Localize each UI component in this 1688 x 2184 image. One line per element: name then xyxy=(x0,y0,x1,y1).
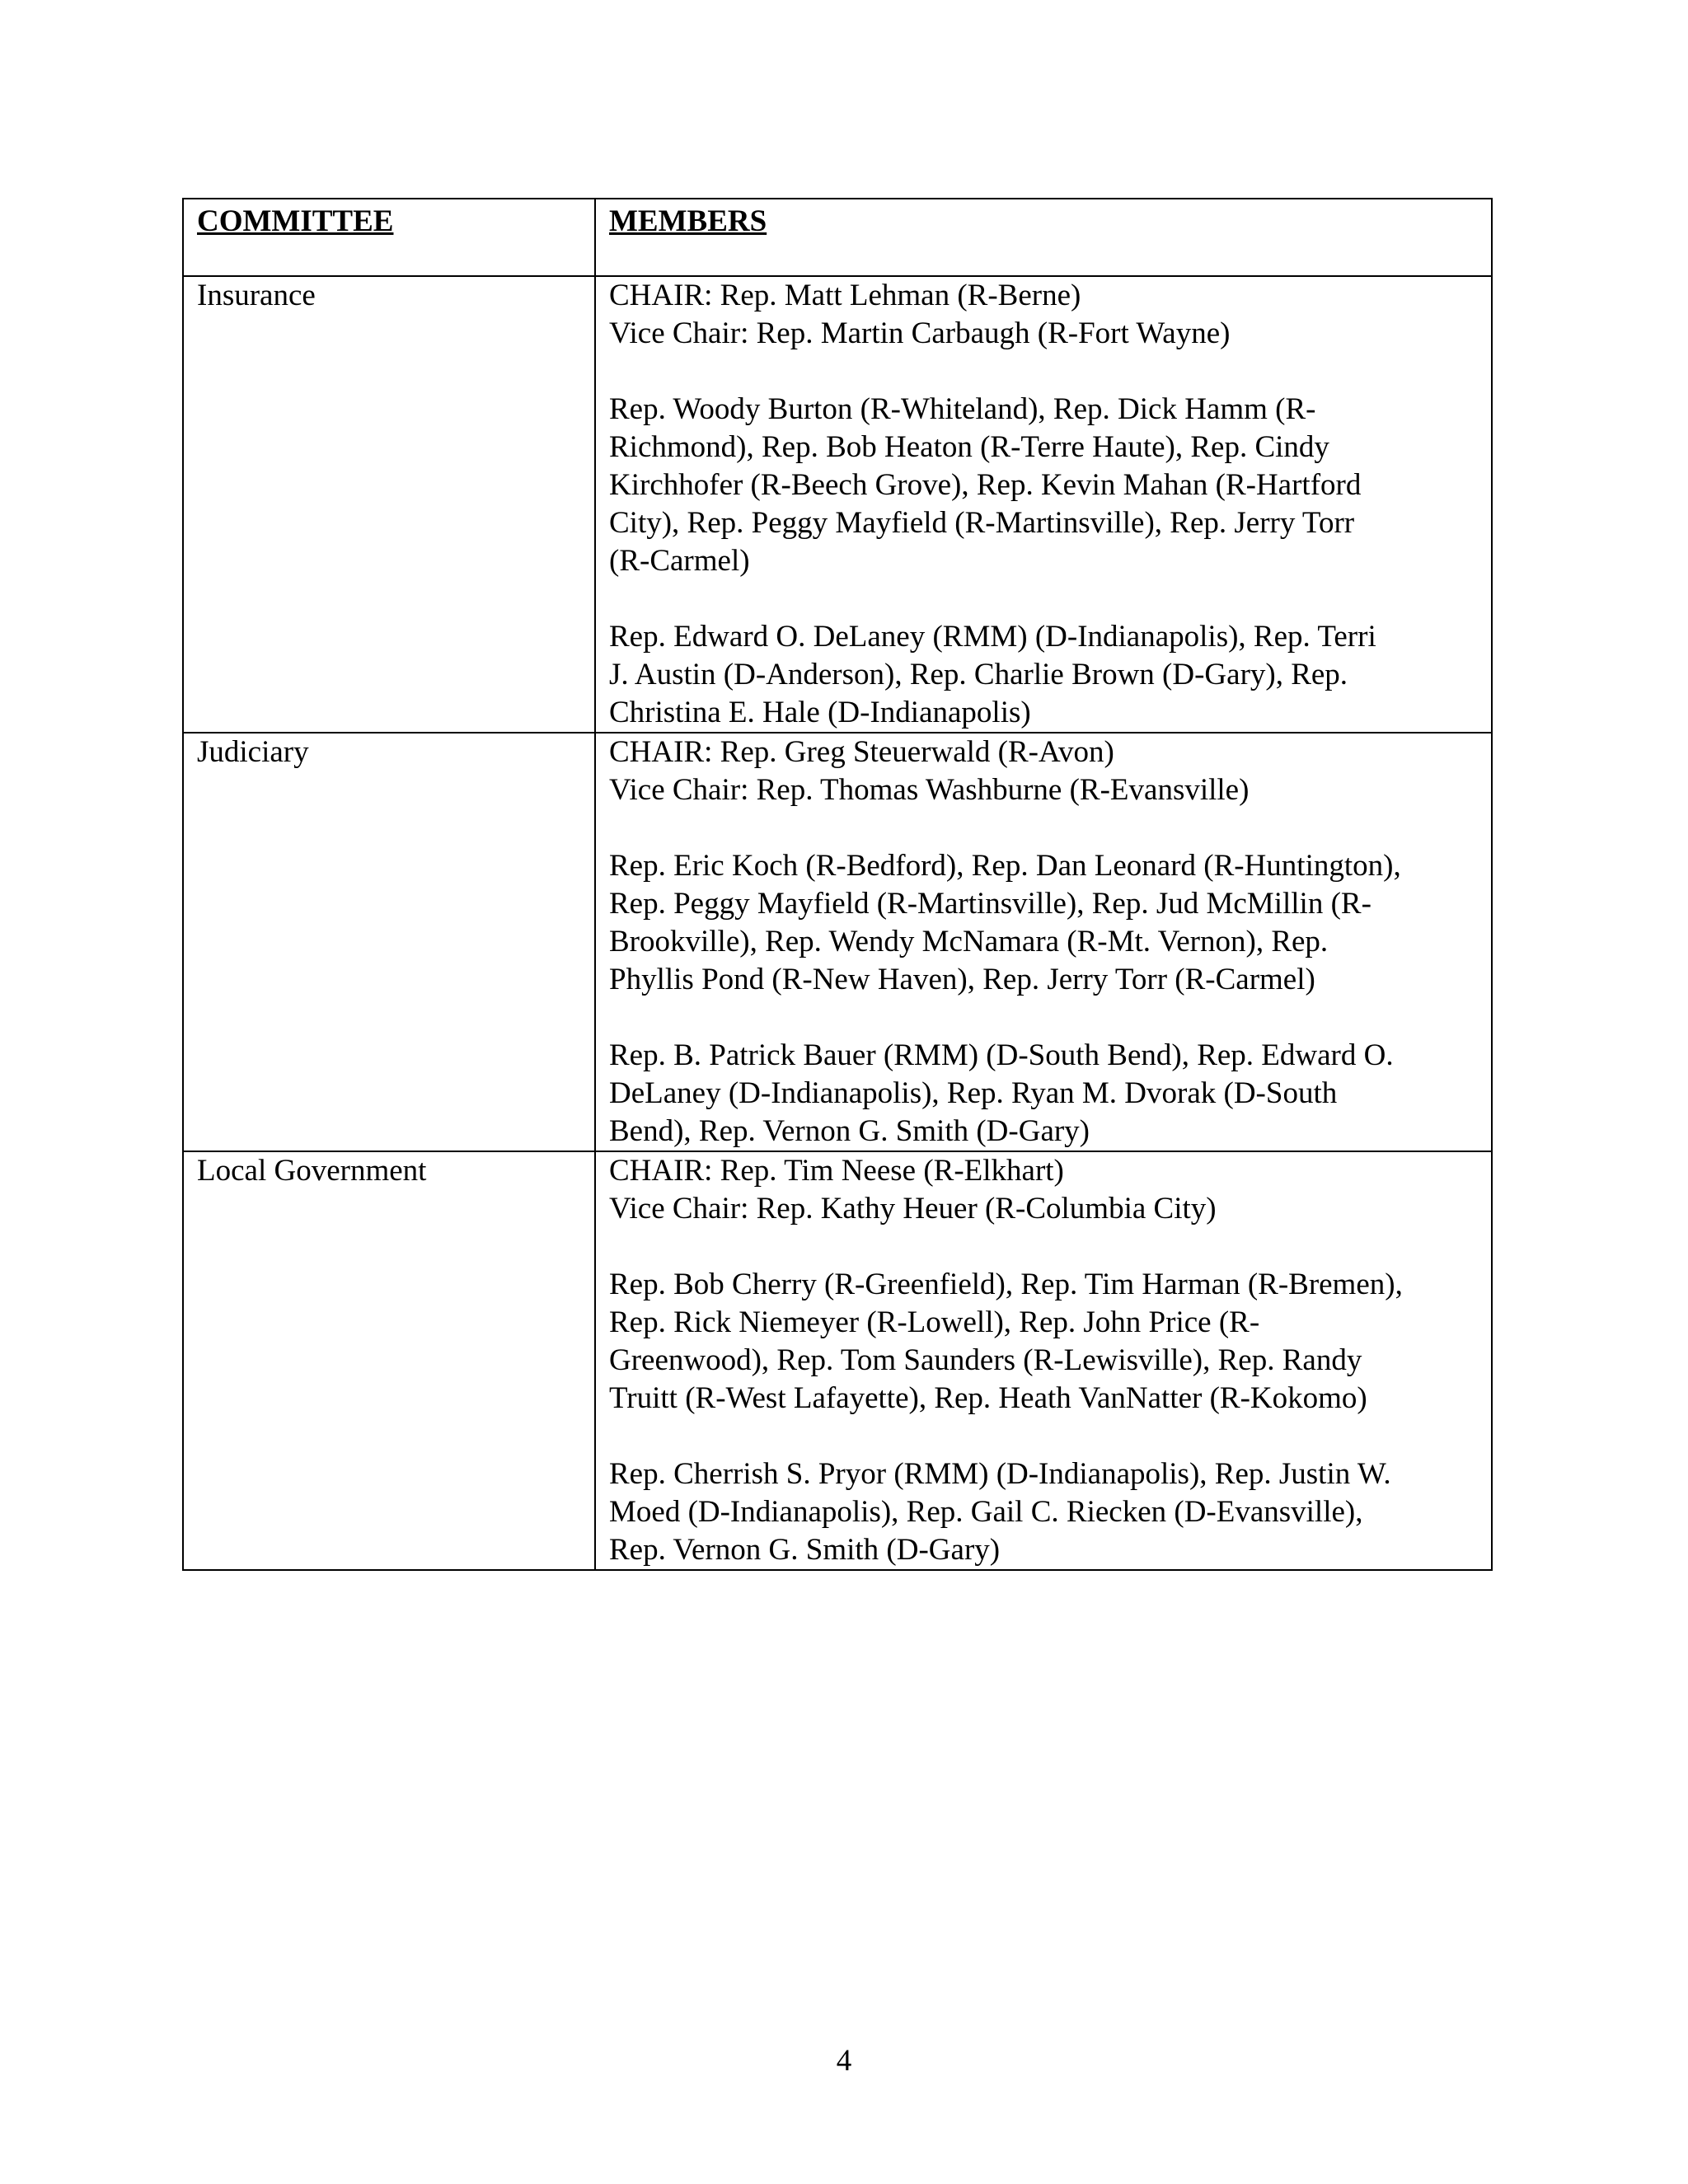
table-header-row xyxy=(183,199,1492,276)
committee-table xyxy=(182,198,1493,1571)
leadership-block xyxy=(609,1152,1478,1228)
democrat-members xyxy=(609,1455,1478,1569)
header-members: MEMBERS xyxy=(609,204,767,238)
vice-chair-line: Vice Chair: Rep. Kathy Heuer (R-Columbia City) xyxy=(609,1192,1217,1226)
member-line: Truitt (R-West Lafayette), Rep. Heath VanNatter (R-Kokomo) xyxy=(609,1381,1367,1415)
member-line: Rep. Edward O. DeLaney (RMM) (D-Indianapolis), Rep. Terri xyxy=(609,620,1376,654)
member-line: Greenwood), Rep. Tom Saunders (R-Lewisville), Rep. Randy xyxy=(609,1343,1362,1377)
header-committee: COMMITTEE xyxy=(197,204,394,238)
member-line: Rep. Bob Cherry (R-Greenfield), Rep. Tim Harman (R-Bremen), xyxy=(609,1268,1403,1301)
democrat-members xyxy=(609,618,1478,732)
member-line: Phyllis Pond (R-New Haven), Rep. Jerry Torr (R-Carmel) xyxy=(609,963,1315,996)
members-cell xyxy=(595,733,1492,1151)
republican-members xyxy=(609,847,1478,999)
member-line: (R-Carmel) xyxy=(609,544,750,578)
member-line: Rep. Rick Niemeyer (R-Lowell), Rep. John Price (R- xyxy=(609,1305,1260,1339)
member-line: J. Austin (D-Anderson), Rep. Charlie Brown (D-Gary), Rep. xyxy=(609,658,1348,691)
committee-name: Judiciary xyxy=(197,735,309,769)
republican-members xyxy=(609,1266,1478,1418)
member-line: Rep. Vernon G. Smith (D-Gary) xyxy=(609,1533,1001,1567)
committee-cell xyxy=(183,733,595,1151)
vice-chair-line: Vice Chair: Rep. Thomas Washburne (R-Evansville) xyxy=(609,773,1250,807)
table-row xyxy=(183,276,1492,733)
committee-name: Local Government xyxy=(197,1154,427,1188)
member-line: Rep. Eric Koch (R-Bedford), Rep. Dan Leonard (R-Huntington), xyxy=(609,849,1401,883)
leadership-block xyxy=(609,277,1478,353)
leadership-block xyxy=(609,733,1478,809)
member-line: Brookville), Rep. Wendy McNamara (R-Mt. Vernon), Rep. xyxy=(609,925,1329,958)
member-line: City), Rep. Peggy Mayfield (R-Martinsville), Rep. Jerry Torr xyxy=(609,506,1355,540)
chair-line: CHAIR: Rep. Tim Neese (R-Elkhart) xyxy=(609,1154,1064,1188)
members-cell xyxy=(595,1151,1492,1570)
member-line: Rep. B. Patrick Bauer (RMM) (D-South Bend), Rep. Edward O. xyxy=(609,1038,1394,1072)
committee-name: Insurance xyxy=(197,279,316,312)
member-line: Rep. Woody Burton (R-Whiteland), Rep. Dick Hamm (R- xyxy=(609,392,1316,426)
member-line: Moed (D-Indianapolis), Rep. Gail C. Riecken (D-Evansville), xyxy=(609,1495,1363,1529)
member-line: Bend), Rep. Vernon G. Smith (D-Gary) xyxy=(609,1114,1090,1148)
committee-cell xyxy=(183,1151,595,1570)
republican-members xyxy=(609,391,1478,580)
page-number: 4 xyxy=(836,2044,852,2078)
members-cell xyxy=(595,276,1492,733)
member-line: Christina E. Hale (D-Indianapolis) xyxy=(609,696,1031,729)
member-line: DeLaney (D-Indianapolis), Rep. Ryan M. Dvorak (D-South xyxy=(609,1076,1338,1110)
member-line: Rep. Cherrish S. Pryor (RMM) (D-Indianapolis), Rep. Justin W. xyxy=(609,1457,1391,1491)
chair-line: CHAIR: Rep. Greg Steuerwald (R-Avon) xyxy=(609,735,1114,769)
member-line: Rep. Peggy Mayfield (R-Martinsville), Rep. Jud McMillin (R- xyxy=(609,887,1372,921)
democrat-members xyxy=(609,1037,1478,1151)
table-row xyxy=(183,1151,1492,1570)
chair-line: CHAIR: Rep. Matt Lehman (R-Berne) xyxy=(609,279,1081,312)
member-line: Richmond), Rep. Bob Heaton (R-Terre Haute), Rep. Cindy xyxy=(609,430,1329,464)
committee-cell xyxy=(183,276,595,733)
table-row xyxy=(183,733,1492,1151)
header-members-cell xyxy=(595,199,1492,276)
header-committee-cell xyxy=(183,199,595,276)
vice-chair-line: Vice Chair: Rep. Martin Carbaugh (R-Fort Wayne) xyxy=(609,316,1231,350)
member-line: Kirchhofer (R-Beech Grove), Rep. Kevin Mahan (R-Hartford xyxy=(609,468,1362,502)
